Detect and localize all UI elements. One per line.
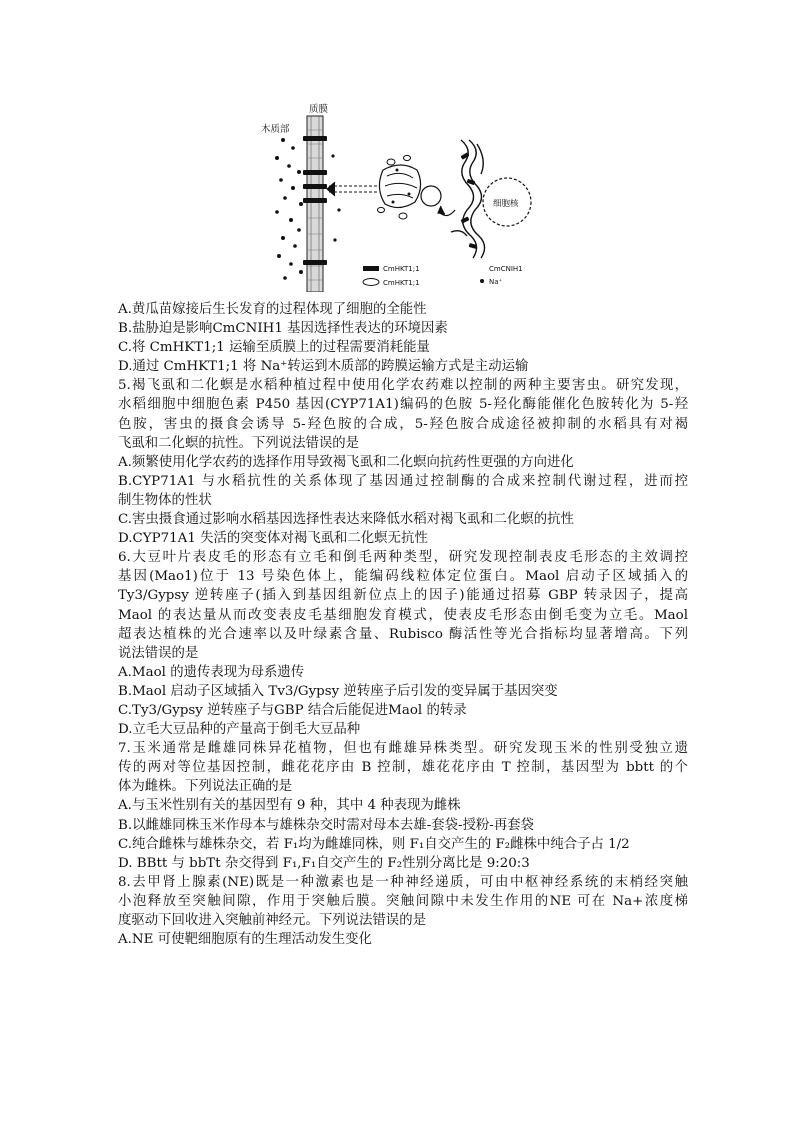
text-line: 5.褐飞虱和二化螟是水稻种植过程中使用化学农药难以控制的两种主要害虫。研究发现， [118, 378, 688, 394]
text-line: 7.玉米通常是雌雄同株异花植物，但也有雌雄异株类型。研究发现玉米的性别受独立遗 [118, 741, 688, 757]
label-xylem: 木质部 [261, 124, 290, 135]
text-line: 小泡释放至突触间隙，作用于突触后膜。突触间隙中未发生作用的NE 可在 Na+浓度梯 [118, 893, 688, 909]
text-line: A.Maol 的遗传表现为母系遗传 [118, 664, 305, 680]
text-line: 水稻细胞中细胞色素 P450 基因(CYP71A1)编码的色胺 5-羟化酶能催化色胺转化为 5-羟 [118, 397, 688, 413]
golgi-apparatus [378, 155, 421, 219]
legend-transporter-bar-icon [363, 266, 379, 271]
text-line: 6.大豆叶片表皮毛的形态有立毛和倒毛两种类型，研究发现控制表皮毛形态的主效调控 [118, 550, 688, 566]
text-line: 色胺，害虫的摄食会诱导 5-羟色胺的合成，5-羟色胺合成途径被抑制的水稻具有对褐 [118, 416, 688, 432]
text-line: D.通过 CmHKT1;1 将 Na⁺转运到木质部的跨膜运输方式是主动运输 [118, 359, 529, 375]
text-line: C.Ty3/Gypsy 逆转座子与GBP 结合后能促进Maol 的转录 [118, 702, 467, 718]
text-line: 说法错误的是 [118, 645, 199, 661]
text-line: 度驱动下回收进入突触前神经元。下列说法错误的是 [118, 913, 426, 928]
text-line: D. BBtt 与 bbTt 杂交得到 F₁,F₁自交产生的 F₂性别分离比是 9:20:3 [118, 855, 530, 871]
text-line: 超表达植株的光合速率以及叶绿素含量、Rubisco 酶活性等光合指标均显著增高。下列 [118, 626, 688, 642]
legend-label-na: Na⁺ [489, 278, 503, 286]
legend-dot-icon [480, 279, 484, 283]
cnih1-vesicle [421, 186, 441, 206]
text-line: 制生物体的性状 [118, 492, 212, 508]
transport-diagram-svg [255, 100, 537, 292]
legend-label-cnih1: CmCNIH1 [489, 265, 523, 273]
text-line: B.CYP71A1 与水稻抗性的关系体现了基因通过控制酶的合成来控制代谢过程，进而控 [118, 473, 688, 489]
figure-na-transport [255, 100, 537, 292]
text-line: A.与玉米性别有关的基因型有 9 种，其中 4 种表现为雌株 [118, 798, 461, 814]
plasma-membrane [307, 116, 323, 292]
text-line: A.NE 可使靶细胞原有的生理活动发生变化 [118, 932, 372, 948]
text-line: C.害虫摄食通过影响水稻基因选择性表达来降低水稻对褐飞虱和二化螟的抗性 [118, 512, 574, 528]
legend-label-vesicle: CmHKT1;1 [383, 279, 420, 287]
text-line: Ty3/Gypsy 逆转座子(插入到基因组新位点上的因子)能通过招募 GBP 转录因子，提高 [118, 588, 688, 604]
endoplasmic-reticulum [451, 140, 485, 258]
label-nucleus: 细胞核 [493, 199, 519, 209]
text-line: 8.去甲肾上腺素(NE)既是一种激素也是一种神经递质，可由中枢神经系统的末梢经突触 [118, 874, 688, 890]
text-line: 飞虱和二化螟的抗性。下列说法错误的是 [118, 435, 360, 451]
text-line: C.将 CmHKT1;1 运输至质膜上的过程需要消耗能量 [118, 340, 430, 356]
figure-legend [363, 264, 523, 287]
legend-crescent-icon [478, 264, 485, 271]
text-line: D.立毛大豆品种的产量高于倒毛大豆品种 [118, 722, 361, 738]
label-membrane: 质膜 [309, 104, 329, 115]
legend-vesicle-icon [363, 279, 379, 286]
text-line: D.CYP71A1 失活的突变体对褐飞虱和二化螟无抗性 [118, 531, 428, 547]
text-line: 体为雌株。下列说法正确的是 [118, 779, 293, 795]
cytoplasm-na-dots [331, 154, 340, 241]
text-line: A.频繁使用化学农药的选择作用导致褐飞虱和二化螟向抗药性更强的方向进化 [118, 454, 574, 470]
question-text [118, 300, 688, 949]
vesicle-transport-arrow [327, 182, 379, 196]
text-line: A.黄瓜苗嫁接后生长发育的过程体现了细胞的全能性 [118, 302, 427, 317]
text-line: 传的两对等位基因控制，雌花花序由 B 控制，雄花花序由 T 控制，基因型为 bbtt 的个 [118, 760, 688, 776]
text-line: B.Maol 启动子区域插入 Tv3/Gypsy 逆转座子后引发的变异属于基因突变 [118, 683, 558, 699]
text-line: C.纯合雌株与雄株杂交，若 F₁均为雌雄同株，则 F₁自交产生的 F₂雌株中纯合子占 1/2 [118, 836, 630, 852]
text-line: Maol 的表达量从而改变表皮毛基细胞发育模式，使表皮毛形态由倒毛变为立毛。Maol [118, 607, 688, 623]
er-to-golgi-arrow [438, 206, 455, 216]
text-line: B.盐胁迫是影响CmCNIH1 基因选择性表达的环境因素 [118, 321, 448, 337]
xylem-na-dots [275, 138, 303, 280]
text-line: 基因(Mao1)位于 13 号染色体上，能编码线粒体定位蛋白。Maol 启动子区域插入的 [118, 569, 688, 585]
legend-label-transporter: CmHKT1;1 [383, 265, 420, 273]
text-line: B.以雌雄同株玉米作母本与雄株杂交时需对母本去雄-套袋-授粉-再套袋 [118, 817, 534, 833]
